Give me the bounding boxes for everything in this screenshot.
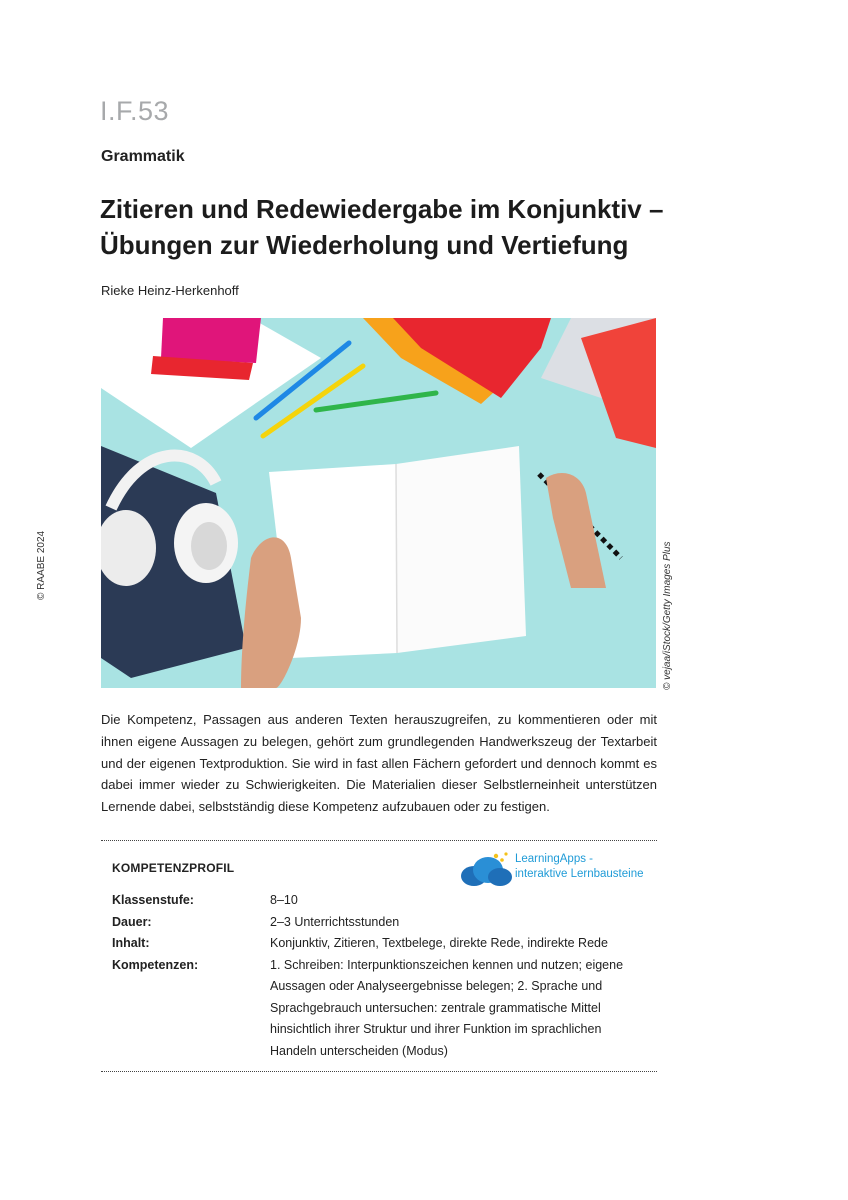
profile-label: Kompetenzen: (112, 957, 199, 972)
author: Rieke Heinz-Herkenhoff (101, 283, 239, 298)
profile-label: Inhalt: (112, 936, 150, 950)
profile-row (112, 933, 657, 955)
title-line-1: Zitieren und Redewiedergabe im Konjunktiv – (100, 194, 664, 224)
raabe-copyright: © RAABE 2024 (36, 530, 47, 600)
profile-label: Klassenstufe: (112, 893, 194, 907)
profile-row (112, 890, 657, 912)
profile-value: 1. Schreiben: Interpunktionszeichen kennen und nutzen; eigene Aussagen oder Analyseergebnisse belegen; 2. Sprache und Sprachgebrauch untersuchen: zentrale grammatische Mittel hinsichtlich ihrer Struktur und ihrer Funktion im sprachlichen Handeln unterscheiden (Modus) (270, 957, 624, 1058)
learningapps-label (515, 852, 644, 882)
learningapps-line-1: LearningApps - (515, 853, 593, 865)
page-title (100, 191, 700, 263)
profile-row (112, 955, 657, 1063)
profile-value: 8–10 (270, 893, 298, 907)
profile-value: 2–3 Unterrichtsstunden (270, 914, 400, 929)
profile-label: Dauer: (112, 914, 152, 929)
pink-notebook (161, 318, 261, 363)
profile-heading: KOMPETENZPROFIL (112, 861, 235, 875)
title-line-2: Übungen zur Wiederholung und Vertiefung (100, 230, 629, 260)
divider-top (101, 840, 657, 841)
cover-photo (101, 318, 656, 688)
cloud-icon (460, 850, 514, 888)
intro-paragraph: Die Kompetenz, Passagen aus anderen Texten herauszugreifen, zu kommentieren oder mit ihnen eigene Aussagen zu belegen, gehört zum grundlegenden Handwerkszeug der Textarbeit und der eigenen Textproduktion. Sie wird in fast allen Fächern gefordert und dennoch kommt es dabei immer wieder zu Schwierigkeiten. Die Materialien dieser Selbstlerneinheit unterstützen Lernende dabei, selbstständig diese Kompetenz aufzubauen oder zu festigen. (101, 712, 657, 815)
desk-illustration (101, 318, 656, 688)
photo-credit: © vejaa/iStock/Getty Images Plus (662, 541, 673, 690)
divider-bottom (101, 1071, 657, 1072)
learningapps-line-2: interaktive Lernbausteine (515, 868, 644, 880)
subject-label: Grammatik (101, 148, 185, 165)
profile-table (112, 890, 657, 1062)
notebook-right-page (396, 446, 526, 653)
profile-row (112, 912, 657, 934)
learningapps-logo (460, 850, 660, 890)
document-code: I.F.53 (100, 96, 170, 126)
profile-value: Konjunktiv, Zitieren, Textbelege, direkte Rede, indirekte Rede (270, 936, 608, 950)
